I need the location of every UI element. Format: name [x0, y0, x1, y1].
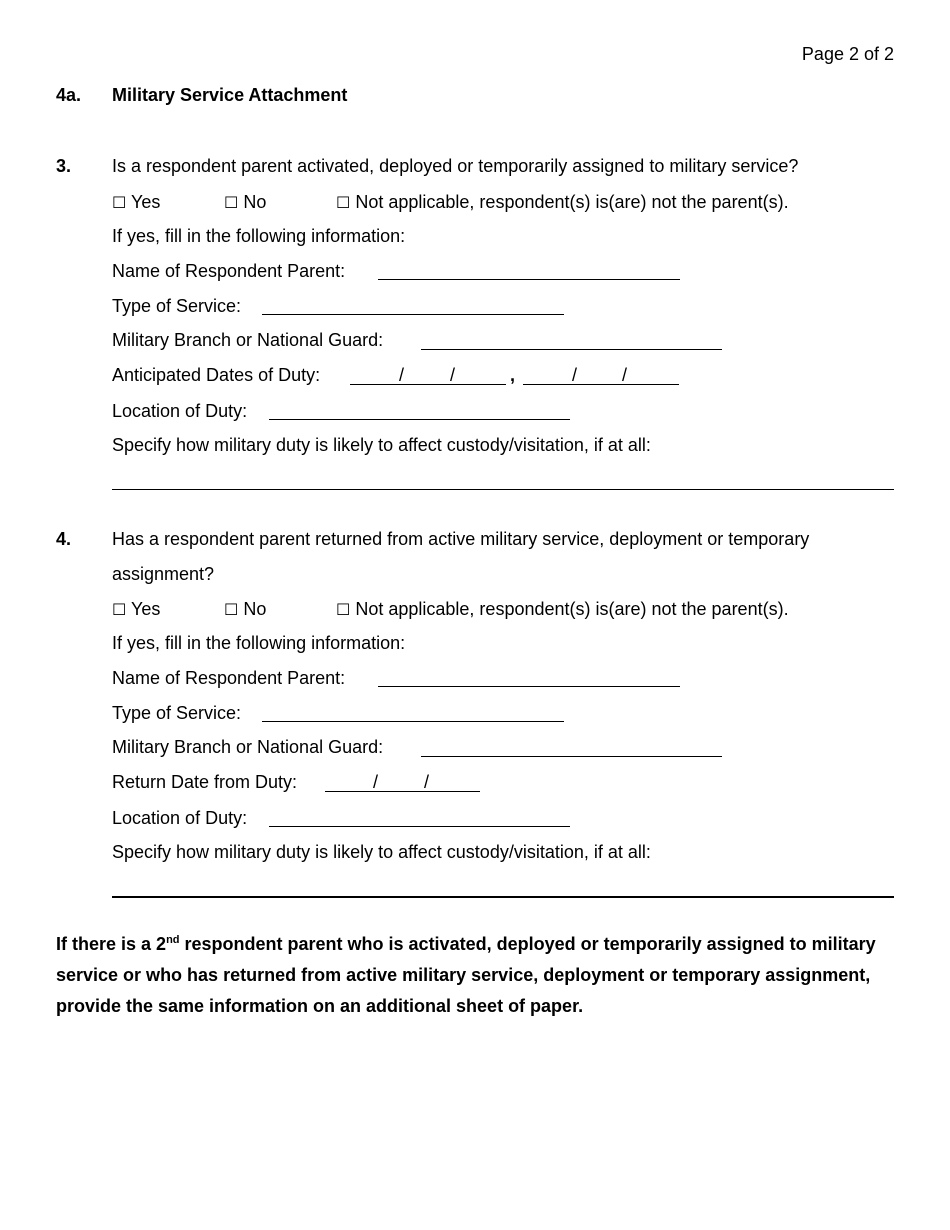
q4-branch-field[interactable]: [421, 756, 722, 757]
q3-dates-label: Anticipated Dates of Duty:: [112, 365, 321, 385]
checkbox-icon[interactable]: ☐: [112, 600, 127, 619]
checkbox-icon[interactable]: ☐: [112, 193, 127, 212]
date-range-comma: ,: [510, 365, 516, 385]
q4-name-label: Name of Respondent Parent:: [112, 668, 346, 688]
q3-option-na-label: Not applicable, respondent(s) is(are) not the parent(s).: [355, 192, 789, 212]
q3-branch-label: Military Branch or National Guard:: [112, 330, 384, 350]
q3-end-date-field[interactable]: [523, 384, 679, 385]
q4-specify-label: Specify how military duty is likely to affect custody/visitation, if at all:: [112, 842, 651, 862]
additional-parent-note: [56, 929, 906, 1022]
date-separator: /: [572, 365, 578, 385]
q4-location-field[interactable]: [269, 826, 570, 827]
q3-option-no[interactable]: [224, 193, 266, 211]
note-part1: If there is a 2: [56, 934, 167, 954]
q3-option-na[interactable]: [336, 193, 789, 211]
q4-service-field[interactable]: [262, 721, 564, 722]
question-3-number: 3.: [56, 156, 72, 176]
q4-return-label: Return Date from Duty:: [112, 772, 298, 792]
q4-option-yes[interactable]: [112, 600, 160, 618]
checkbox-icon[interactable]: ☐: [336, 193, 351, 212]
q4-name-field[interactable]: [378, 686, 680, 687]
date-separator: /: [622, 365, 628, 385]
q3-start-date-field[interactable]: [350, 384, 506, 385]
section-number: 4a.: [56, 85, 82, 105]
date-separator: /: [450, 365, 456, 385]
q4-return-date-field[interactable]: [325, 791, 480, 792]
date-separator: /: [373, 772, 379, 792]
date-separator: /: [424, 772, 430, 792]
q4-option-no[interactable]: [224, 600, 266, 618]
q3-option-yes-label: Yes: [131, 192, 161, 212]
q4-location-label: Location of Duty:: [112, 808, 248, 828]
q3-specify-label: Specify how military duty is likely to affect custody/visitation, if at all:: [112, 435, 651, 455]
checkbox-icon[interactable]: ☐: [336, 600, 351, 619]
section-title: Military Service Attachment: [112, 85, 348, 105]
q4-branch-label: Military Branch or National Guard:: [112, 737, 384, 757]
q4-option-no-label: No: [243, 599, 267, 619]
question-4-text-line1: Has a respondent parent returned from active military service, deployment or temporary: [112, 529, 810, 549]
q4-service-label: Type of Service:: [112, 703, 242, 723]
q3-location-label: Location of Duty:: [112, 401, 248, 421]
q3-name-label: Name of Respondent Parent:: [112, 261, 346, 281]
question-3-text: Is a respondent parent activated, deployed or temporarily assigned to military service?: [112, 156, 799, 176]
q4-specify-field[interactable]: [112, 896, 894, 898]
q4-option-na[interactable]: [336, 600, 789, 618]
date-separator: /: [399, 365, 405, 385]
q4-option-yes-label: Yes: [131, 599, 161, 619]
question-4-text-line2: assignment?: [112, 564, 215, 584]
q3-option-no-label: No: [243, 192, 267, 212]
checkbox-icon[interactable]: ☐: [224, 193, 239, 212]
q4-option-na-label: Not applicable, respondent(s) is(are) not the parent(s).: [355, 599, 789, 619]
note-superscript: nd: [166, 934, 180, 946]
q3-branch-field[interactable]: [421, 349, 722, 350]
q3-option-yes[interactable]: [112, 193, 160, 211]
q4-if-yes-text: If yes, fill in the following information:: [112, 633, 406, 653]
q3-service-label: Type of Service:: [112, 296, 242, 316]
page-number: Page 2 of 2: [801, 44, 894, 64]
q3-service-field[interactable]: [262, 314, 564, 315]
q3-if-yes-text: If yes, fill in the following information:: [112, 226, 406, 246]
q3-name-field[interactable]: [378, 279, 680, 280]
question-4-number: 4.: [56, 529, 72, 549]
note-part2: respondent parent who is activated, deployed or temporarily assigned to military service or who has returned from active military service, deployment or temporary assignment, provide the same information on an additional sheet of paper.: [56, 934, 876, 1016]
q3-specify-field[interactable]: [112, 489, 894, 490]
checkbox-icon[interactable]: ☐: [224, 600, 239, 619]
q3-location-field[interactable]: [269, 419, 570, 420]
